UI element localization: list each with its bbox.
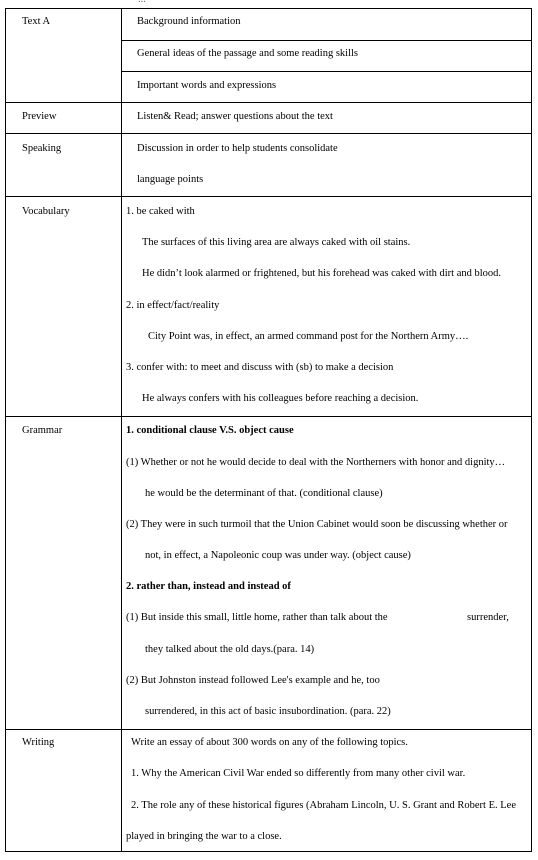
text-a-item: General ideas of the passage and some reading skills (137, 48, 359, 59)
vocabulary-line: The surfaces of this living area are always caked with oil stains. (142, 237, 411, 248)
row-divider (122, 71, 531, 72)
preview-content: Listen& Read; answer questions about the text (137, 111, 333, 122)
row-label-vocabulary: Vocabulary (22, 206, 70, 217)
text-a-item: Important words and expressions (137, 80, 277, 91)
speaking-line: Discussion in order to help students consolidate (137, 143, 338, 154)
row-label-speaking: Speaking (22, 143, 62, 154)
vocabulary-line: He always confers with his colleagues before reaching a decision. (142, 393, 419, 404)
row-divider (122, 40, 531, 41)
vocabulary-line: 3. confer with: to meet and discuss with (sb) to make a decision (126, 362, 394, 373)
grammar-line: surrendered, in this act of basic insubordination. (para. 22) (145, 706, 391, 717)
writing-line: 1. Why the American Civil War ended so differently from many other civil war. (131, 768, 466, 779)
row-divider (6, 102, 531, 103)
grammar-line: (2) They were in such turmoil that the Union Cabinet would soon be discussing whether or (126, 519, 508, 530)
text-a-item: Background information (137, 16, 241, 27)
row-divider (6, 729, 531, 730)
grammar-line: (2) But Johnston instead followed Lee's example and he, too (126, 675, 380, 686)
row-divider (6, 196, 531, 197)
grammar-line: they talked about the old days.(para. 14) (145, 644, 315, 655)
grammar-heading: 1. conditional clause V.S. object cause (126, 425, 294, 436)
row-label-writing: Writing (22, 737, 55, 748)
vocabulary-line: City Point was, in effect, an armed command post for the Northern Army…. (148, 331, 469, 342)
row-divider (6, 133, 531, 134)
grammar-line: he would be the determinant of that. (conditional clause) (145, 488, 383, 499)
row-label-grammar: Grammar (22, 425, 63, 436)
row-divider (6, 416, 531, 417)
grammar-line: (1) Whether or not he would decide to deal with the Northerners with honor and dignity… (126, 457, 506, 468)
row-label-text-a: Text A (22, 16, 51, 27)
grammar-line-end: surrender, (467, 612, 509, 623)
vocabulary-line: He didn’t look alarmed or frightened, but his forehead was caked with dirt and blood. (142, 268, 502, 279)
speaking-line: language points (137, 174, 204, 185)
row-label-preview: Preview (22, 111, 57, 122)
top-fragment (138, 0, 146, 6)
grammar-line: (1) But inside this small, little home, rather than talk about the (126, 612, 388, 623)
writing-line: 2. The role any of these historical figures (Abraham Lincoln, U. S. Grant and Robert E. Lee (131, 800, 516, 811)
column-divider (121, 9, 122, 851)
vocabulary-line: 2. in effect/fact/reality (126, 300, 220, 311)
grammar-heading: 2. rather than, instead and instead of (126, 581, 291, 592)
writing-line: played in bringing the war to a close. (126, 831, 282, 842)
grammar-line: not, in effect, a Napoleonic coup was under way. (object cause) (145, 550, 411, 561)
writing-line: Write an essay of about 300 words on any of the following topics. (131, 737, 408, 748)
vocabulary-line: 1. be caked with (126, 206, 195, 217)
